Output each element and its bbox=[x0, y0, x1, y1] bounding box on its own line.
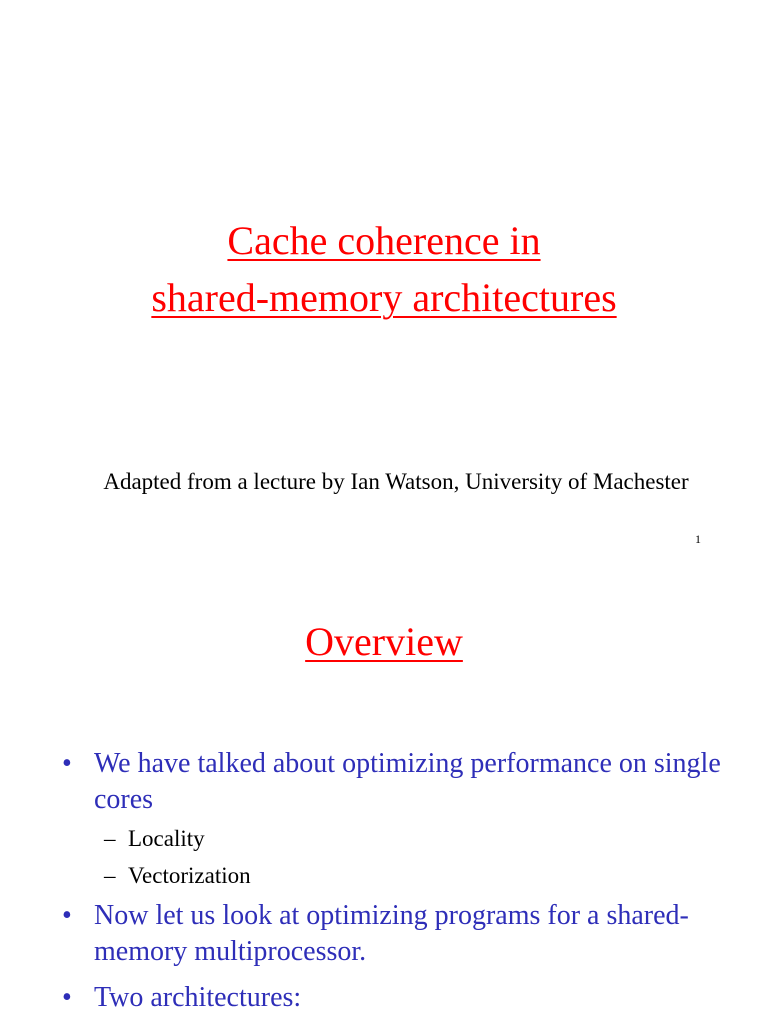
page-number: 1 bbox=[695, 532, 701, 546]
sub-item-vectorization bbox=[104, 862, 251, 890]
bullet-item-2 bbox=[62, 898, 722, 970]
bullet-text: We have talked about optimizing performance on single cores bbox=[94, 748, 721, 815]
slide-title bbox=[0, 212, 768, 326]
bullet-marker: • bbox=[62, 982, 72, 1013]
sub-marker: – bbox=[104, 863, 116, 888]
title-line-1: Cache coherence in bbox=[227, 218, 541, 263]
overview-title-text: Overview bbox=[305, 619, 463, 664]
bullet-text: Two architectures: bbox=[94, 982, 302, 1013]
bullet-marker: • bbox=[62, 748, 72, 779]
bullet-item-3 bbox=[62, 980, 722, 1016]
bullet-marker: • bbox=[62, 900, 72, 931]
sub-item-text: Vectorization bbox=[128, 863, 251, 888]
title-line-2: shared-memory architectures bbox=[151, 275, 617, 320]
attribution-text: Adapted from a lecture by Ian Watson, University of Machester bbox=[103, 469, 689, 494]
overview-title bbox=[0, 616, 768, 668]
bullet-item-1 bbox=[62, 746, 722, 818]
sub-marker: – bbox=[104, 826, 116, 851]
sub-item-text: Locality bbox=[128, 826, 205, 851]
sub-item-locality bbox=[104, 825, 205, 853]
bullet-text: Now let us look at optimizing programs for a shared-memory multiprocessor. bbox=[94, 900, 689, 967]
